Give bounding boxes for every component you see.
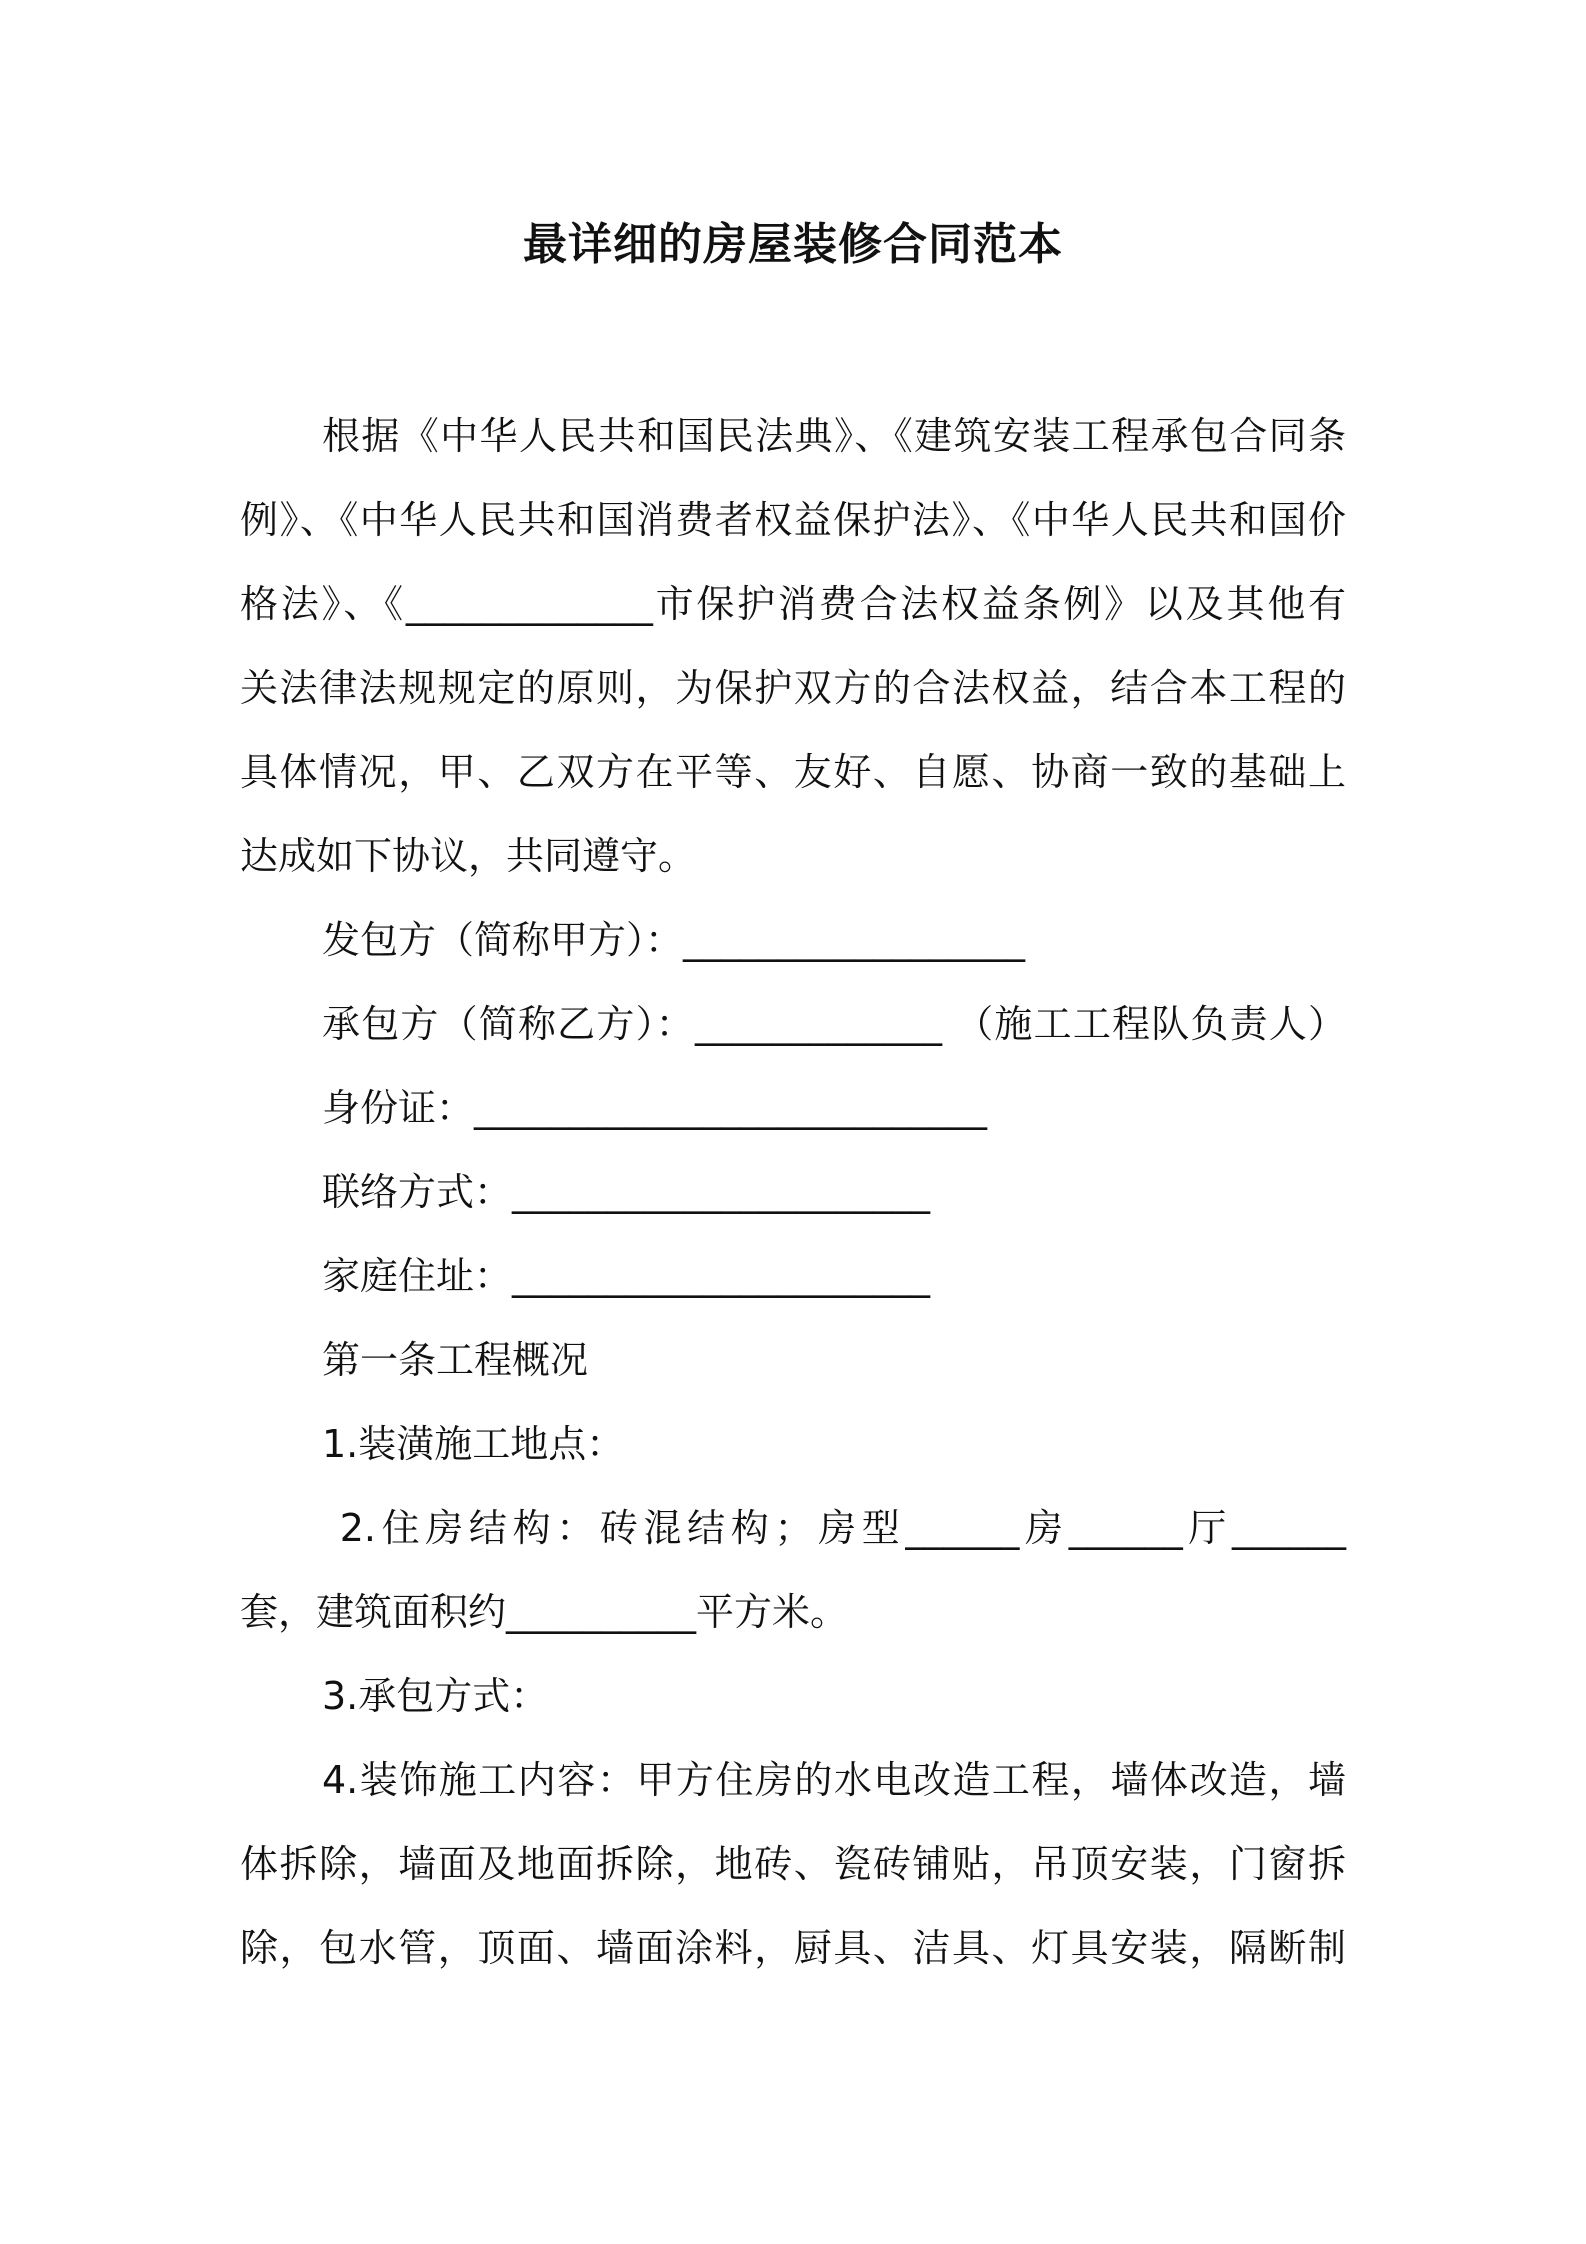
item-4-line-2: 体拆除，墙面及地面拆除，地砖、瓷砖铺贴，吊顶安装，门窗拆 — [240, 1842, 1346, 1886]
preamble-line-4: 关法律法规规定的原则，为保护双方的合法权益，结合本工程的 — [240, 666, 1346, 710]
party-a-line: 发包方（简称甲方）：__________________ — [322, 918, 1026, 962]
item-4-line-3: 除，包水管，顶面、墙面涂料，厨具、洁具、灯具安装，隔断制 — [240, 1926, 1346, 1970]
preamble-line-1: 根据《中华人民共和国民法典》、《建筑安装工程承包合同条 — [322, 414, 1346, 458]
item-2-line-1: 2.住房结构：砖混结构；房型______房______厅______ — [322, 1506, 1346, 1550]
item-4-line-1: 4.装饰施工内容：甲方住房的水电改造工程，墙体改造，墙 — [322, 1758, 1346, 1802]
document-title: 最详细的房屋装修合同范本 — [523, 219, 1063, 270]
address-line: 家庭住址：______________________ — [322, 1254, 931, 1298]
contact-line: 联络方式：______________________ — [322, 1170, 931, 1214]
preamble-line-3: 格法》、《_____________市保护消费合法权益条例》以及其他有 — [240, 582, 1346, 626]
item-2-line-2: 套，建筑面积约__________平方米。 — [240, 1590, 849, 1634]
article-1-heading: 第一条工程概况 — [322, 1338, 589, 1382]
preamble-line-5: 具体情况，甲、乙双方在平等、友好、自愿、协商一致的基础上 — [240, 750, 1346, 794]
item-3-line: 3.承包方式： — [322, 1674, 549, 1718]
id-card-line: 身份证：___________________________ — [322, 1086, 988, 1130]
preamble-line-6: 达成如下协议，共同遵守。 — [240, 834, 697, 878]
item-1-line: 1.装潢施工地点： — [322, 1422, 625, 1466]
party-b-line: 承包方（简称乙方）：_____________ （施工工程队负责人） — [322, 1002, 1346, 1046]
preamble-line-2: 例》、《中华人民共和国消费者权益保护法》、《中华人民共和国价 — [240, 498, 1346, 542]
